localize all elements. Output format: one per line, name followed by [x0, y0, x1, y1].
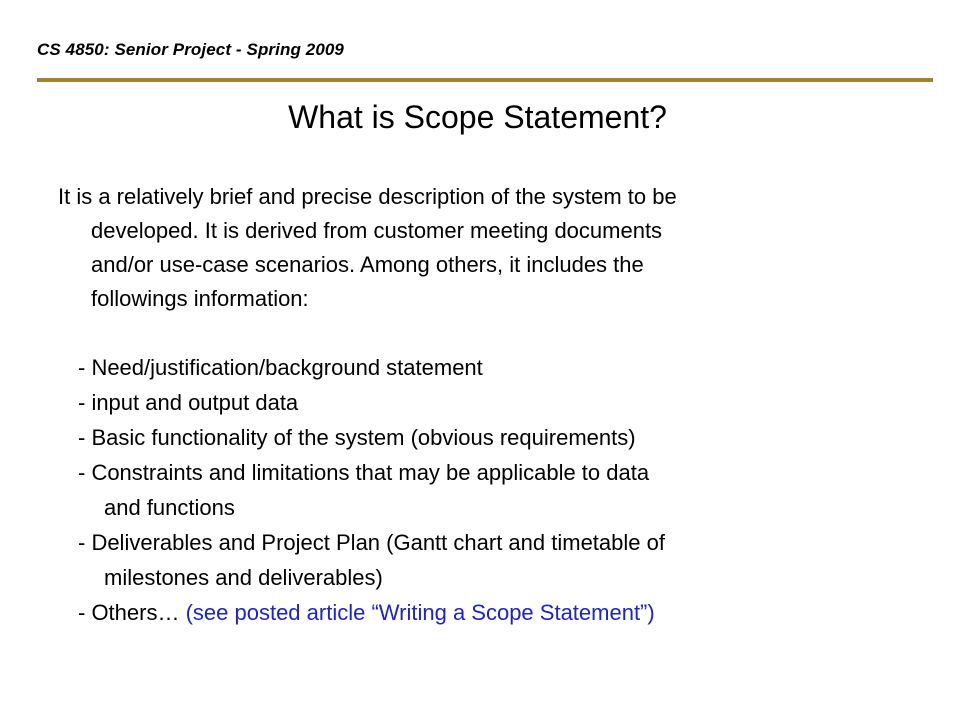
article-reference: (see posted article “Writing a Scope Statement”): [185, 600, 655, 625]
bullet-item-need: - Need/justification/background statement: [78, 355, 483, 380]
bullet-item-deliverables-continued: milestones and deliverables): [104, 565, 383, 590]
intro-line: developed. It is derived from customer meeting documents: [91, 218, 663, 243]
course-header: CS 4850: Senior Project - Spring 2009: [37, 40, 344, 59]
bullet-item-constraints-continued: and functions: [104, 495, 235, 520]
bullet-item-io-data: - input and output data: [78, 390, 299, 415]
intro-paragraph: [58, 180, 878, 316]
bullet-item-deliverables: - Deliverables and Project Plan (Gantt chart and timetable of: [78, 530, 665, 555]
slide-title: What is Scope Statement?: [288, 99, 667, 135]
bullet-item-others: [78, 595, 665, 630]
others-prefix: - Others…: [78, 600, 186, 625]
intro-line: followings information:: [91, 286, 309, 311]
header-divider: [37, 78, 933, 82]
intro-line: and/or use-case scenarios. Among others, it includes the: [91, 252, 644, 277]
bullet-item-functionality: - Basic functionality of the system (obvious requirements): [78, 425, 636, 450]
intro-line: It is a relatively brief and precise description of the system to be: [58, 184, 677, 209]
bullet-item-constraints: - Constraints and limitations that may be applicable to data: [78, 460, 650, 485]
bullet-list: [78, 350, 665, 630]
